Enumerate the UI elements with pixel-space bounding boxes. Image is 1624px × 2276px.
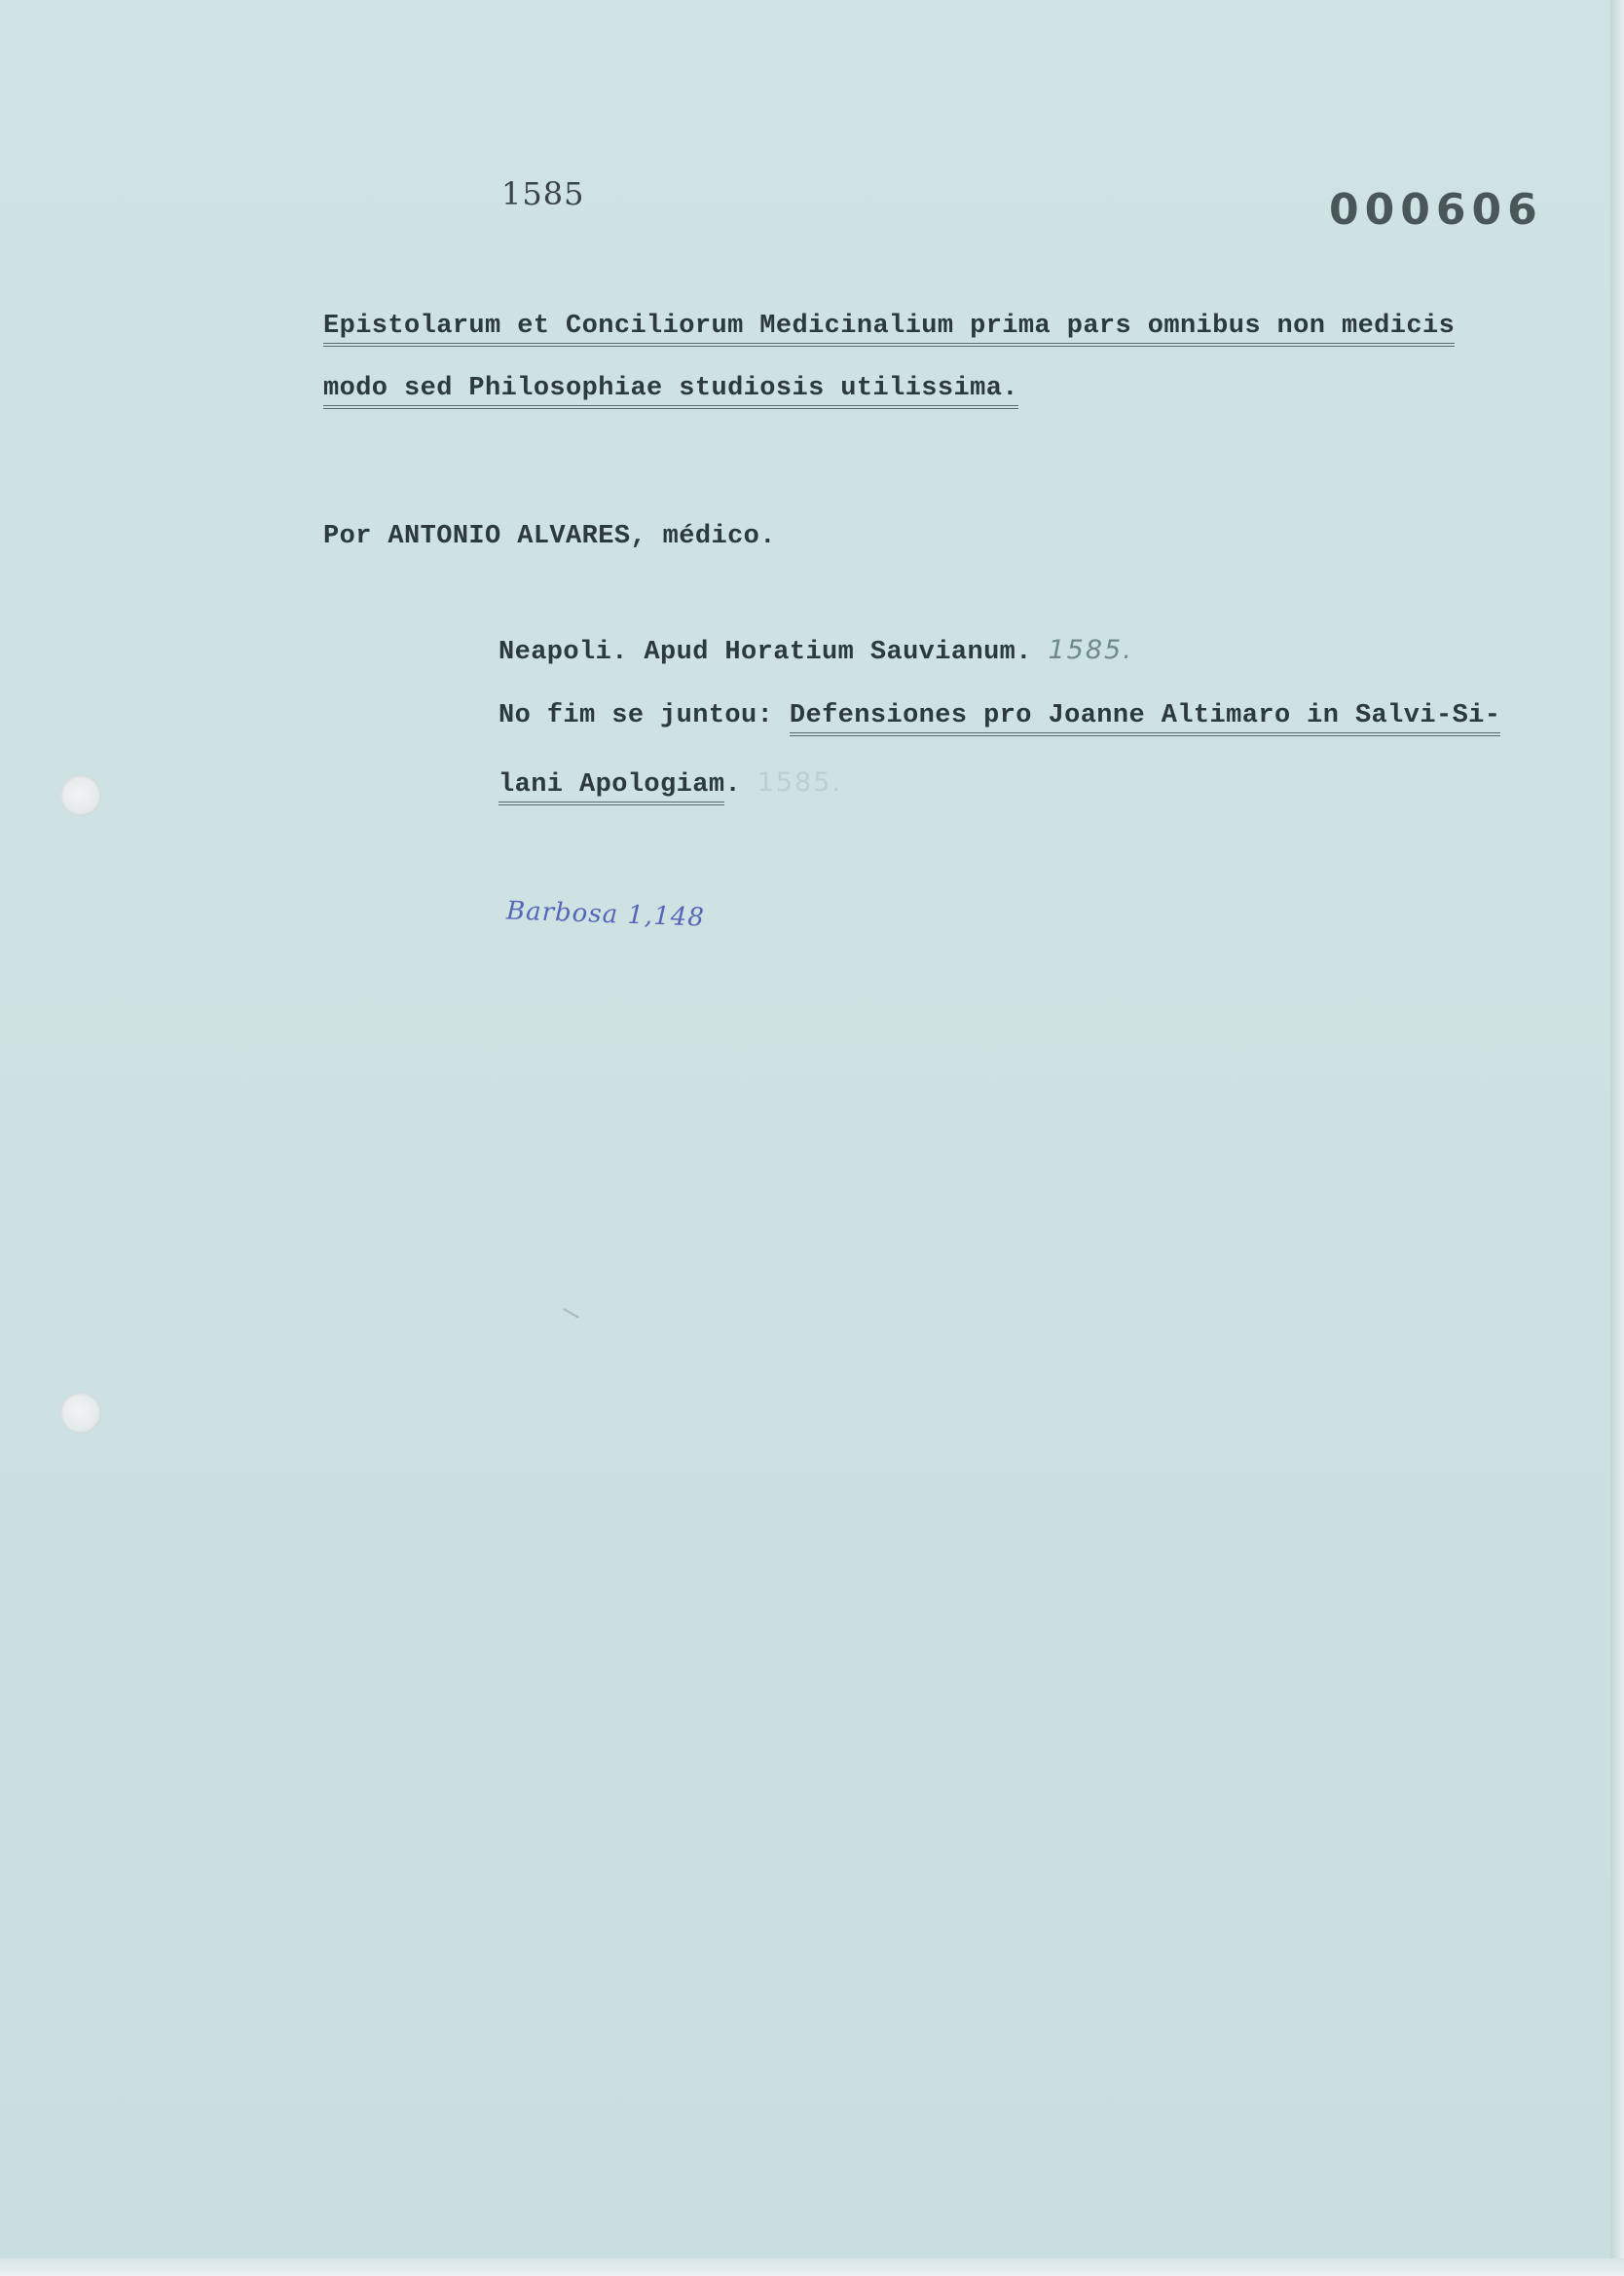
appendix-line-2 bbox=[498, 767, 842, 800]
pencil-tick-mark bbox=[563, 1299, 584, 1318]
imprint-text: Neapoli. Apud Horatium Sauvianum. bbox=[498, 638, 1032, 667]
handwritten-reference: Barbosa 1,148 bbox=[505, 896, 706, 933]
faded-year: 1585. bbox=[757, 767, 842, 798]
title-line-1 bbox=[323, 312, 1455, 341]
punch-hole-top bbox=[60, 775, 101, 816]
appendix-prefix: No fim se juntou: bbox=[498, 701, 790, 730]
punch-hole-bottom bbox=[60, 1393, 101, 1434]
title-line-2 bbox=[323, 374, 1018, 403]
appendix-title-2: lani Apologiam bbox=[498, 770, 724, 805]
record-number-stamp: 000606 bbox=[1329, 185, 1543, 235]
card-right-edge bbox=[1610, 0, 1624, 2276]
title-text-2: modo sed Philosophiae studiosis utilissima. bbox=[323, 374, 1018, 409]
title-text-1: Epistolarum et Conciliorum Medicinalium prima pars omnibus non medicis bbox=[323, 312, 1455, 347]
author-line: Por ANTONIO ALVARES, médico. bbox=[323, 522, 776, 551]
imprint-line bbox=[498, 635, 1133, 667]
handwritten-year: 1585. bbox=[1048, 635, 1133, 665]
appendix-line-1 bbox=[498, 701, 1500, 730]
appendix-suffix: . bbox=[724, 770, 757, 800]
appendix-title-1: Defensiones pro Joanne Altimaro in Salvi-Si- bbox=[790, 701, 1501, 736]
card-bottom-edge bbox=[0, 2258, 1624, 2276]
card-year: 1585 bbox=[501, 175, 585, 212]
